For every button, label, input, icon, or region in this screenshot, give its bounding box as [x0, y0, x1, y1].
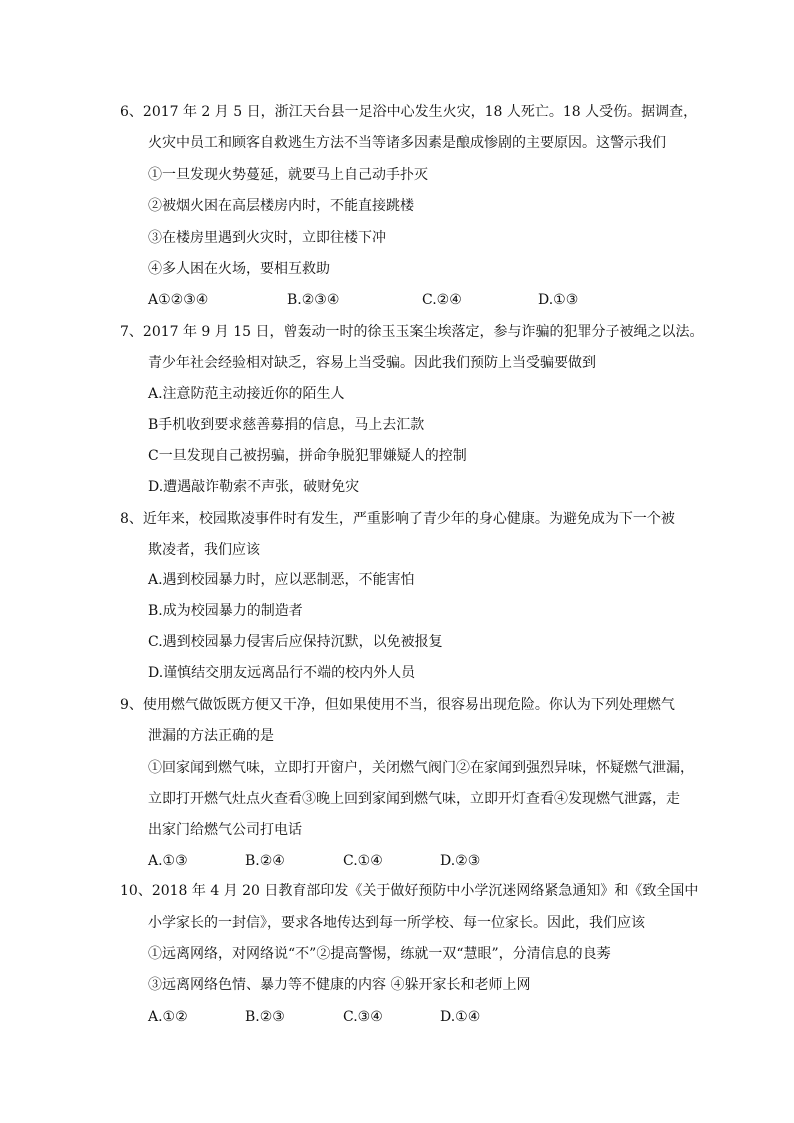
q10-body-line2: ③远离网络色情、暴力等不健康的内容 ④躲开家长和老师上网: [148, 977, 531, 993]
q9-body-line3: 出家门给燃气公司打电话: [148, 822, 302, 838]
q7-option-d: D.遭遇敲诈勒索不声张，破财免灾: [148, 479, 360, 495]
q9-body-line2: 立即打开燃气灶点火查看③晚上回到家闻到燃气味，立即开灯查看④发现燃气泄露，走: [148, 791, 680, 807]
q10-option-b: B.②③: [245, 1009, 285, 1025]
q6-option-c: C.②④: [422, 292, 462, 308]
q6-item-3: ③在楼房里遇到火灾时，立即往楼下冲: [148, 230, 386, 246]
q7-stem-line2: 青少年社会经验相对缺乏，容易上当受骗。因此我们预防上当受骗要做到: [148, 355, 596, 371]
q6-option-d: D.①③: [538, 292, 579, 308]
q10-body-line1: ①远离网络，对网络说“不”②提高警惕，练就一双“慧眼”，分清信息的良莠: [148, 946, 611, 962]
q6-stem-line1: 6、2017 年 2 月 5 日，浙江天台县一足浴中心发生火灾，18 人死亡。18 人受伤。据调查，: [120, 104, 698, 120]
q8-option-c: C.遇到校园暴力侵害后应保持沉默，以免被报复: [148, 634, 443, 650]
q10-stem-line2: 小学家长的一封信》，要求各地传达到每一所学校、每一位家长。因此，我们应该: [148, 915, 645, 931]
q7-option-a: A.注意防范主动接近你的陌生人: [148, 386, 345, 402]
q8-option-a: A.遇到校园暴力时，应以恶制恶，不能害怕: [148, 572, 415, 588]
q9-body-line1: ①回家闻到燃气味，立即打开窗户，关闭燃气阀门②在家闻到强烈异味，怀疑燃气泄漏，: [148, 760, 694, 776]
q10-option-c: C.③④: [343, 1009, 383, 1025]
q6-stem-line2: 火灾中员工和顾客自救逃生方法不当等诸多因素是酿成惨剧的主要原因。这警示我们: [148, 135, 666, 151]
q6-item-4: ④多人困在火场，要相互救助: [148, 261, 330, 277]
q8-option-d: D.谨慎结交朋友远离品行不端的校内外人员: [148, 665, 416, 681]
q10-stem-line1: 10、2018 年 4 月 20 日教育部印发《关于做好预防中小学沉迷网络紧急通知》和《致全国中: [120, 883, 699, 899]
q6-item-2: ②被烟火困在高层楼房内时，不能直接跳楼: [148, 198, 414, 214]
q7-stem-line1: 7、2017 年 9 月 15 日，曾轰动一时的徐玉玉案尘埃落定，参与诈骗的犯罪分子被绳之以法。: [120, 324, 704, 340]
q6-option-b: B.②③④: [287, 292, 340, 308]
q9-stem-line1: 9、使用燃气做饭既方便又干净，但如果使用不当，很容易出现危险。你认为下列处理燃气: [120, 697, 675, 713]
q9-option-a: A.①③: [148, 853, 188, 869]
q7-option-c: C一旦发现自己被拐骗，拼命争脱犯罪嫌疑人的控制: [148, 448, 467, 464]
q8-stem-line1: 8、近年来，校园欺凌事件时有发生，严重影响了青少年的身心健康。为避免成为下一个被: [120, 511, 675, 527]
q6-option-a: A①②③④: [148, 292, 209, 308]
q8-stem-line2: 欺凌者，我们应该: [148, 542, 260, 558]
q9-option-b: B.②④: [245, 853, 285, 869]
q10-option-d: D.①④: [440, 1009, 481, 1025]
q8-option-b: B.成为校园暴力的制造者: [148, 603, 303, 619]
q9-stem-line2: 泄漏的方法正确的是: [148, 728, 274, 744]
q9-option-c: C.①④: [343, 853, 383, 869]
q6-item-1: ①一旦发现火势蔓延，就要马上自己动手扑灭: [148, 167, 428, 183]
q10-option-a: A.①②: [148, 1009, 188, 1025]
q9-option-d: D.②③: [440, 853, 481, 869]
q7-option-b: B手机收到要求慈善募捐的信息，马上去汇款: [148, 417, 425, 433]
